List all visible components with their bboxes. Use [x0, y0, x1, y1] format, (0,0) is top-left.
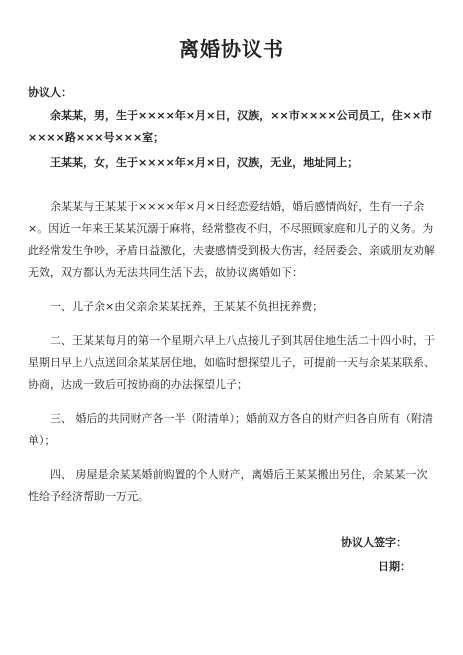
clause-3-property: 三、 婚后的共同财产各一半（附清单）；婚前双方各自的财产归各自所有（附清单）； [28, 412, 433, 447]
date-label: 日期： [378, 560, 411, 573]
document-title: 离婚协议书 [179, 37, 284, 61]
party-1-info: 余某某，男，生于××××年×月×日，汉族，××市××××公司员工，住××市××××路×××号×××室； [28, 109, 433, 144]
clause-2-visitation: 二、王某某每月的第一个星期六早上八点接儿子到其居住地生活二十四小时，于星期日早上八点送回余某某居住地，如临时想探望儿子，可提前一天与余某某联系、协商，达成一致后可按协商的办法探望儿子； [28, 334, 435, 391]
signature-label: 协议人签字： [341, 536, 407, 549]
background-paragraph: 余某某与王某某于××××年×月×日经恋爱结婚，婚后感情尚好，生有一子余×。因近一年来王某某沉溺于麻将，经常整夜不归，不尽照顾家庭和儿子的义务。为此经常发生争吵，矛盾日益激化，夫妻感情受到极大伤害，经居委会、亲戚朋友劝解无效，双方都认为无法共同生活下去，故协议离婚如下： [28, 200, 435, 279]
parties-label: 协议人： [28, 86, 72, 99]
clause-4-house: 四、 房屋是余某某婚前购置的个人财产，离婚后王某某搬出另住，余某某一次性给予经济帮助一万元。 [28, 468, 428, 503]
party-2-info: 王某某，女，生于××××年×月×日，汉族，无业，地址同上； [50, 156, 359, 169]
clause-1-custody: 一、儿子余×由父亲余某某抚养，王某某不负担抚养费； [50, 300, 324, 313]
